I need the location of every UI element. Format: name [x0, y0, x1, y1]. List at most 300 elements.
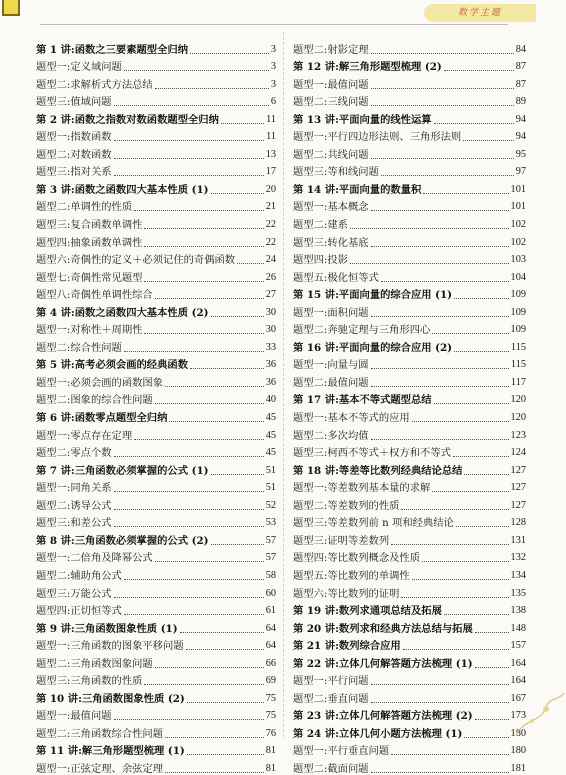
entry-title: 第 18 讲:等差等比数列经典结论总结	[293, 464, 463, 477]
page-number: 109	[510, 289, 526, 301]
entry-title: 题型二:射影定理	[293, 43, 369, 56]
page-number: 120	[510, 394, 526, 406]
page-number: 94	[515, 131, 526, 143]
entry-title: 第 10 讲:三角函数图象性质 (2)	[36, 692, 185, 705]
entry-title: 第 16 讲:平面向量的综合应用 (2)	[293, 341, 453, 354]
toc-type-entry	[293, 73, 526, 91]
dot-leader	[114, 508, 264, 510]
header-rule	[40, 24, 508, 25]
toc-type-entry	[36, 564, 276, 582]
toc-type-entry	[293, 319, 526, 337]
dot-leader	[371, 157, 514, 159]
toc-lecture-entry	[36, 301, 276, 319]
page-number: 45	[265, 447, 276, 459]
toc-type-entry	[293, 126, 526, 144]
page-number: 36	[265, 376, 276, 388]
page-number: 102	[510, 219, 526, 231]
entry-title: 题型二:零点个数	[36, 447, 112, 460]
entry-title: 题型一:二倍角及降幂公式	[36, 552, 153, 565]
dot-leader	[432, 332, 508, 334]
toc-lecture-entry	[293, 652, 526, 670]
page-number: 60	[265, 587, 276, 599]
dot-leader	[134, 438, 264, 440]
toc-right-column	[293, 38, 526, 775]
dot-leader	[434, 402, 509, 404]
dot-leader	[114, 525, 264, 527]
toc-type-entry	[36, 56, 276, 74]
page-number: 64	[265, 640, 276, 652]
page-number: 101	[510, 183, 526, 195]
entry-title: 题型一:必须会画的函数图象	[36, 376, 164, 389]
page-number: 11	[266, 131, 276, 143]
page-number: 115	[510, 341, 526, 353]
page-number: 123	[510, 429, 526, 441]
page-number: 57	[265, 552, 276, 564]
entry-title: 题型三:和差公式	[36, 517, 112, 530]
page-number: 52	[265, 499, 276, 511]
page-number: 51	[265, 482, 276, 494]
page-number: 180	[510, 745, 526, 757]
entry-title: 题型二:三角函数综合性问题	[36, 727, 164, 740]
entry-title: 第 14 讲:平面向量的数量积	[293, 183, 422, 196]
toc-type-entry	[293, 529, 526, 547]
entry-title: 第 2 讲:函数之指数对数函数题型全归纳	[36, 113, 219, 126]
entry-title: 题型三:转化基底	[293, 236, 369, 249]
dot-leader	[124, 69, 269, 71]
toc-type-entry	[36, 652, 276, 670]
entry-title: 第 8 讲:三角函数必须掌握的公式 (2)	[36, 534, 209, 547]
dot-leader	[114, 104, 269, 106]
entry-title: 题型四:抽象函数单调性	[36, 236, 143, 249]
page-number: 57	[265, 534, 276, 546]
entry-title: 第 21 讲:数列综合应用	[293, 640, 401, 653]
page-number: 102	[510, 236, 526, 248]
entry-title: 题型一:面积问题	[293, 306, 369, 319]
page-number: 127	[510, 482, 526, 494]
entry-title: 题型二:图象的综合性问题	[36, 394, 153, 407]
entry-title: 题型二:三角函数图象问题	[36, 657, 153, 670]
toc-type-entry	[36, 143, 276, 161]
entry-title: 第 9 讲:三角函数图象性质 (1)	[36, 622, 178, 635]
toc-type-entry	[293, 406, 526, 424]
entry-title: 题型一:指数函数	[36, 131, 112, 144]
entry-title: 题型五:等比数列的单调性	[293, 569, 410, 582]
page-number: 51	[265, 464, 276, 476]
page-number: 24	[265, 254, 276, 266]
page-number: 167	[510, 692, 526, 704]
entry-title: 第 15 讲:平面向量的综合应用 (1)	[293, 289, 453, 302]
dot-leader	[422, 560, 509, 562]
dot-leader	[401, 508, 508, 510]
toc-lecture-entry	[36, 38, 276, 56]
entry-title: 第 17 讲:基本不等式题型总结	[293, 394, 432, 407]
dot-leader	[124, 613, 264, 615]
page-number: 3	[270, 43, 276, 55]
toc-lecture-entry	[36, 354, 276, 372]
entry-title: 题型四:正切恒等式	[36, 605, 122, 618]
entry-title: 题型三:柯西不等式＋权方和不等式	[293, 447, 451, 460]
entry-title: 题型三:指对关系	[36, 166, 112, 179]
toc-type-entry	[36, 670, 276, 688]
page-number: 109	[510, 306, 526, 318]
entry-title: 第 22 讲:立体几何解答题方法梳理 (1)	[293, 657, 473, 670]
page-number: 75	[265, 710, 276, 722]
page-number: 164	[510, 675, 526, 687]
entry-title: 题型二:共线问题	[293, 148, 369, 161]
toc-type-entry	[36, 600, 276, 618]
toc-type-entry	[36, 635, 276, 653]
dot-leader	[463, 139, 513, 141]
dot-leader	[401, 596, 508, 598]
dot-leader	[391, 753, 508, 755]
page-number: 81	[265, 745, 276, 757]
dot-leader	[155, 402, 264, 404]
page-number: 27	[265, 289, 276, 301]
dot-leader	[211, 315, 264, 317]
dot-leader	[456, 525, 509, 527]
toc-type-entry	[36, 757, 276, 775]
entry-title: 题型二:最值问题	[293, 376, 369, 389]
entry-title: 第 4 讲:函数之函数四大基本性质 (2)	[36, 306, 209, 319]
dot-leader	[371, 771, 509, 773]
dot-leader	[211, 543, 264, 545]
toc-type-entry	[36, 249, 276, 267]
dot-leader	[371, 245, 509, 247]
page-number: 75	[265, 692, 276, 704]
dot-leader	[350, 262, 509, 264]
entry-title: 题型一:基本概念	[293, 201, 369, 214]
page-number: 124	[510, 447, 526, 459]
page-number: 40	[265, 394, 276, 406]
toc-type-entry	[293, 670, 526, 688]
page-number: 58	[265, 569, 276, 581]
dot-leader	[371, 367, 509, 369]
entry-title: 题型二:三线问题	[293, 96, 369, 109]
entry-title: 题型三:证明等差数列	[293, 534, 390, 547]
entry-title: 题型一:三角函数的图象平移问题	[36, 640, 184, 653]
page-number: 3	[270, 78, 276, 90]
toc-type-entry	[36, 161, 276, 179]
dot-leader	[165, 771, 264, 773]
toc-type-entry	[293, 512, 526, 530]
page-number: 45	[265, 412, 276, 424]
dot-leader	[371, 209, 509, 211]
toc-type-entry	[293, 196, 526, 214]
page-number: 128	[510, 517, 526, 529]
toc-lecture-entry	[36, 740, 276, 758]
entry-title: 题型二:综合性问题	[36, 341, 122, 354]
dot-leader	[124, 578, 264, 580]
entry-title: 题型二:对数函数	[36, 148, 112, 161]
entry-title: 第 12 讲:解三角形题型梳理 (2)	[293, 61, 442, 74]
toc-lecture-entry	[36, 617, 276, 635]
page-number: 95	[515, 148, 526, 160]
dot-leader	[453, 455, 509, 457]
toc-type-entry	[293, 301, 526, 319]
toc-type-entry	[36, 284, 276, 302]
dot-leader	[144, 280, 263, 282]
dot-leader	[114, 174, 264, 176]
entry-title: 第 19 讲:数列求通项总结及拓展	[293, 605, 442, 618]
toc-lecture-entry	[293, 600, 526, 618]
dot-leader	[144, 332, 263, 334]
page-number: 53	[265, 517, 276, 529]
page-number: 36	[265, 359, 276, 371]
entry-title: 第 11 讲:解三角形题型梳理 (1)	[36, 745, 185, 758]
entry-title: 题型六:奇偶性的定义＋必须记住的奇偶函数	[36, 254, 236, 267]
page-number: 157	[510, 640, 526, 652]
page-number: 127	[510, 499, 526, 511]
entry-title: 题型六:等比数列的证明	[293, 587, 400, 600]
toc-lecture-entry	[293, 108, 526, 126]
page-number: 30	[265, 306, 276, 318]
dot-leader	[444, 613, 509, 615]
dot-leader	[432, 490, 508, 492]
dot-leader	[371, 385, 509, 387]
dot-leader	[444, 69, 514, 71]
page-number: 115	[510, 359, 526, 371]
page-number: 132	[510, 552, 526, 564]
dot-leader	[475, 666, 509, 668]
entry-title: 题型三:三角函数的性质	[36, 675, 143, 688]
dot-leader	[412, 420, 509, 422]
dot-leader	[412, 578, 509, 580]
dot-leader	[114, 139, 265, 141]
entry-title: 题型三:等差数列前 n 项和经典结论	[293, 517, 454, 530]
dot-leader	[371, 315, 509, 317]
entry-title: 题型二:辅助角公式	[36, 569, 122, 582]
dot-leader	[350, 227, 509, 229]
toc-lecture-entry	[293, 389, 526, 407]
dot-leader	[423, 192, 508, 194]
entry-title: 题型二:单调性的性质	[36, 201, 133, 214]
dot-leader	[155, 560, 264, 562]
toc-type-entry	[293, 564, 526, 582]
toc-lecture-entry	[36, 459, 276, 477]
entry-title: 题型一:零点存在定理	[36, 429, 133, 442]
dot-leader	[114, 455, 264, 457]
dot-leader	[124, 350, 264, 352]
dot-leader	[475, 631, 509, 633]
toc-lecture-entry	[293, 178, 526, 196]
page-number: 69	[265, 675, 276, 687]
dot-leader	[144, 245, 263, 247]
page-number: 61	[265, 605, 276, 617]
column-divider	[283, 32, 284, 737]
entry-title: 第 20 讲:数列求和经典方法总结与拓展	[293, 622, 473, 635]
toc-lecture-entry	[36, 687, 276, 705]
entry-title: 题型二:截面问题	[293, 762, 369, 775]
page-number: 20	[265, 183, 276, 195]
page-number: 148	[510, 622, 526, 634]
entry-title: 第 7 讲:三角函数必须掌握的公式 (1)	[36, 464, 209, 477]
entry-title: 第 1 讲:函数之三要素题型全归纳	[36, 43, 188, 56]
dot-leader	[464, 473, 508, 475]
page-number: 66	[265, 657, 276, 669]
entry-title: 题型一:等差数列基本量的求解	[293, 482, 431, 495]
toc-lecture-entry	[293, 336, 526, 354]
page-number: 101	[510, 201, 526, 213]
toc-type-entry	[36, 371, 276, 389]
dot-leader	[155, 87, 269, 89]
entry-title: 题型二:求解析式方法总结	[36, 78, 153, 91]
entry-title: 题型五:极化恒等式	[293, 271, 379, 284]
entry-title: 题型一:平行垂直问题	[293, 745, 390, 758]
entry-title: 题型四:投影	[293, 254, 348, 267]
entry-title: 题型一:向量与圆	[293, 359, 369, 372]
dot-leader	[114, 490, 264, 492]
toc-lecture-entry	[36, 108, 276, 126]
page-number: 22	[265, 219, 276, 231]
dot-leader	[114, 157, 264, 159]
dot-leader	[381, 280, 509, 282]
toc-type-entry	[36, 424, 276, 442]
toc-type-entry	[36, 73, 276, 91]
entry-title: 第 6 讲:函数零点题型全归纳	[36, 412, 168, 425]
dot-leader	[187, 753, 264, 755]
dot-leader	[186, 648, 264, 650]
entry-title: 题型二:诱导公式	[36, 499, 112, 512]
dot-leader	[371, 87, 514, 89]
toc-type-entry	[293, 424, 526, 442]
toc-type-entry	[36, 266, 276, 284]
entry-title: 题型二:垂直问题	[293, 692, 369, 705]
page-number: 30	[265, 324, 276, 336]
toc-left-column	[36, 38, 276, 775]
page-number: 97	[515, 166, 526, 178]
page-number: 117	[510, 376, 526, 388]
dot-leader	[434, 122, 514, 124]
dot-leader	[144, 227, 263, 229]
dot-leader	[190, 367, 264, 369]
toc-type-entry	[36, 213, 276, 231]
page-number: 181	[510, 762, 526, 774]
toc-type-entry	[36, 705, 276, 723]
toc-type-entry	[293, 354, 526, 372]
toc-type-entry	[293, 38, 526, 56]
toc-lecture-entry	[36, 406, 276, 424]
toc-type-entry	[36, 126, 276, 144]
toc-type-entry	[293, 91, 526, 109]
entry-title: 题型一:最值问题	[293, 78, 369, 91]
dot-leader	[211, 473, 264, 475]
entry-title: 第 23 讲:立体几何解答题方法梳理 (2)	[293, 710, 473, 723]
page-number: 89	[515, 96, 526, 108]
toc-lecture-entry	[293, 56, 526, 74]
entry-title: 题型二:建系	[293, 219, 348, 232]
dot-leader	[165, 385, 264, 387]
dot-leader	[187, 701, 264, 703]
page-number: 84	[515, 43, 526, 55]
page-number: 134	[510, 569, 526, 581]
entry-title: 题型一:正弦定理、余弦定理	[36, 762, 164, 775]
entry-title: 题型一:平行问题	[293, 675, 369, 688]
page-number: 127	[510, 464, 526, 476]
toc-type-entry	[293, 547, 526, 565]
toc-type-entry	[36, 547, 276, 565]
entry-title: 题型一:对称性＋周期性	[36, 324, 143, 337]
toc-type-entry	[36, 319, 276, 337]
entry-title: 题型四:等比数列概念及性质	[293, 552, 421, 565]
page-number: 11	[266, 113, 276, 125]
page-number: 109	[510, 324, 526, 336]
dot-leader	[454, 350, 509, 352]
page-number: 120	[510, 412, 526, 424]
entry-title: 题型八:奇偶性单调性综合	[36, 289, 153, 302]
dot-leader	[134, 209, 264, 211]
page-number: 64	[265, 622, 276, 634]
toc-type-entry	[36, 389, 276, 407]
page-number: 131	[510, 534, 526, 546]
toc-type-entry	[36, 196, 276, 214]
toc-type-entry	[293, 582, 526, 600]
dot-leader	[237, 262, 264, 264]
toc-type-entry	[36, 512, 276, 530]
decorative-ornament	[446, 687, 566, 737]
page-number: 103	[510, 254, 526, 266]
page-number: 87	[515, 61, 526, 73]
entry-title: 题型一:最值问题	[36, 710, 112, 723]
dot-leader	[155, 666, 264, 668]
dot-leader	[114, 596, 264, 598]
page-number: 87	[515, 78, 526, 90]
dot-leader	[169, 420, 263, 422]
entry-title: 题型三:复合函数单调性	[36, 219, 143, 232]
dot-leader	[454, 297, 508, 299]
dot-leader	[114, 718, 264, 720]
entry-title: 题型一:同角关系	[36, 482, 112, 495]
page-number: 81	[265, 762, 276, 774]
toc-lecture-entry	[36, 178, 276, 196]
toc-type-entry	[293, 477, 526, 495]
dot-leader	[211, 192, 264, 194]
toc-type-entry	[36, 336, 276, 354]
page-number: 76	[265, 727, 276, 739]
toc-type-entry	[36, 582, 276, 600]
page-number: 104	[510, 271, 526, 283]
entry-title: 第 13 讲:平面向量的线性运算	[293, 113, 432, 126]
toc-lecture-entry	[293, 459, 526, 477]
toc-type-entry	[293, 266, 526, 284]
toc-type-entry	[36, 442, 276, 460]
dot-leader	[180, 631, 264, 633]
dot-leader	[371, 52, 514, 54]
toc-type-entry	[293, 231, 526, 249]
toc-type-entry	[36, 91, 276, 109]
toc-type-entry	[293, 371, 526, 389]
page-number: 45	[265, 429, 276, 441]
entry-title: 题型七:奇偶性常见题型	[36, 271, 143, 284]
dot-leader	[381, 174, 514, 176]
dot-leader	[391, 543, 508, 545]
entry-title: 题型二:奔驰定理与三角形四心	[293, 324, 431, 337]
entry-title: 第 24 讲:立体几何小题方法梳理 (1)	[293, 727, 463, 740]
header-banner: 数学主题	[424, 4, 536, 22]
entry-title: 第 5 讲:高考必须会画的经典函数	[36, 359, 188, 372]
entry-title: 题型三:万能公式	[36, 587, 112, 600]
toc-type-entry	[293, 143, 526, 161]
entry-title: 题型三:等和线问题	[293, 166, 379, 179]
toc-type-entry	[36, 477, 276, 495]
toc-type-entry	[293, 249, 526, 267]
dot-leader	[371, 438, 509, 440]
dot-leader	[221, 122, 264, 124]
entry-title: 题型二:等差数列的性质	[293, 499, 400, 512]
toc-type-entry	[293, 161, 526, 179]
page-number: 33	[265, 341, 276, 353]
entry-title: 题型二:多次均值	[293, 429, 369, 442]
toc-type-entry	[293, 442, 526, 460]
